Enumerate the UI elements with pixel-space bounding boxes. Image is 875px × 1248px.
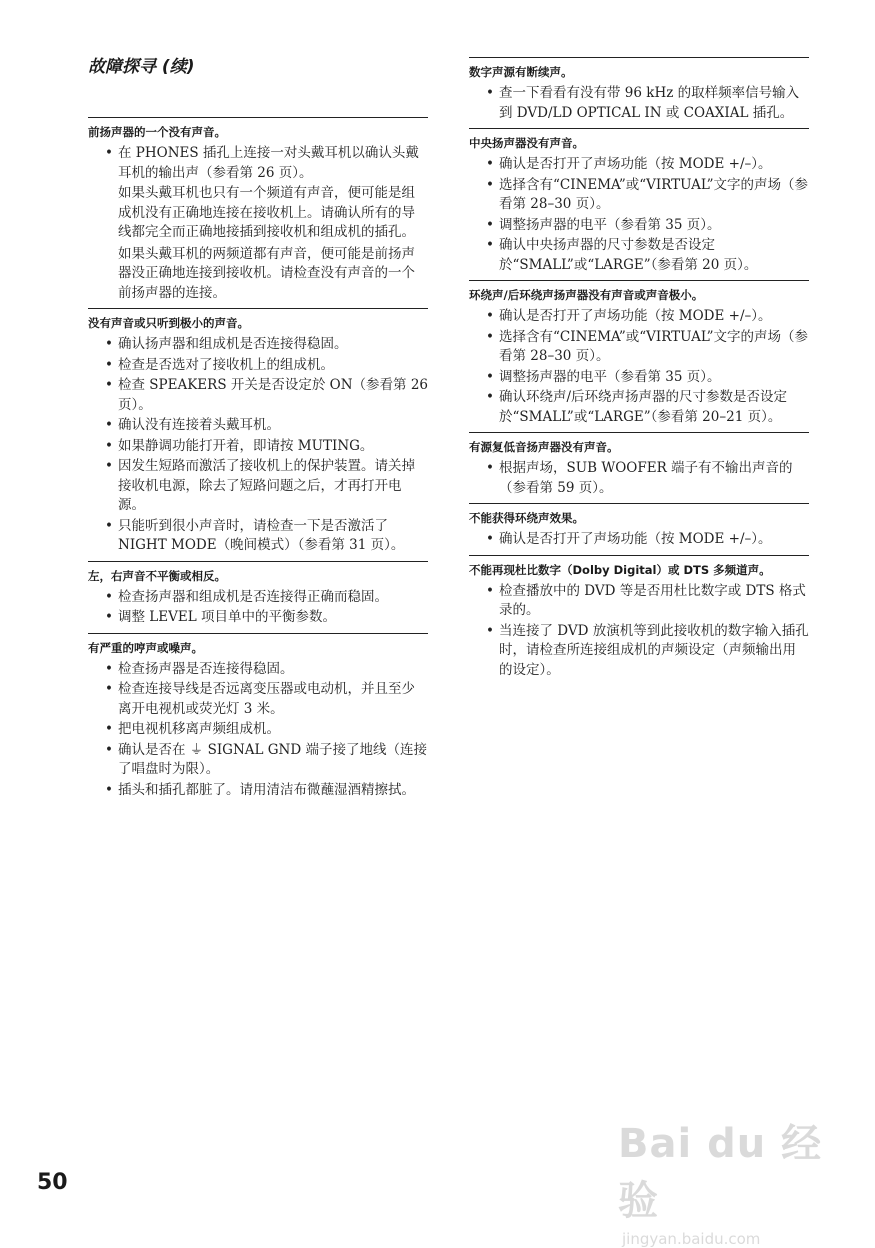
section-heading: 不能获得环绕声效果。 [469, 511, 584, 525]
right-column [469, 57, 809, 685]
section-heading: 前扬声器的一个没有声音。 [88, 125, 226, 139]
bullet-list [88, 588, 428, 628]
note-paragraph: 如果头戴耳机的两频道都有声音，便可能是前扬声器没正确地连接到接收机。请检查没有声音的一个前扬声器的连接。 [118, 245, 415, 301]
bullet-item: • 确认是否打开了声场功能（按 MODE +/–）。 [469, 530, 809, 550]
troubleshooting-section [88, 308, 428, 556]
bullet-item: • 确认环绕声/后环绕声扬声器的尺寸参数是否设定於“SMALL”或“LARGE”（参看第 20–21 页）。 [469, 388, 809, 427]
bullet-item: • 插头和插孔都脏了。请用清洁布微蘸湿酒精擦拭。 [88, 781, 428, 801]
section-heading: 环绕声/后环绕声扬声器没有声音或声音极小。 [469, 288, 704, 302]
section-heading: 中央扬声器没有声音。 [469, 136, 584, 150]
bullet-list [88, 335, 428, 556]
bullet-item: • 调整扬声器的电平（参看第 35 页）。 [469, 368, 809, 388]
bullet-item: • 根据声场，SUB WOOFER 端子有不输出声音的（参看第 59 页）。 [469, 459, 809, 498]
bullet-list [469, 459, 809, 498]
bullet-item: • 检查扬声器是否连接得稳固。 [88, 660, 428, 680]
bullet-list [88, 660, 428, 801]
bullet-item: • 确认没有连接着头戴耳机。 [88, 416, 428, 436]
troubleshooting-section [88, 561, 428, 628]
section-heading: 有严重的哼声或噪声。 [88, 640, 203, 655]
troubleshooting-section [469, 503, 809, 550]
bullet-item: • 选择含有“CINEMA”或“VIRTUAL”文字的声场（参看第 28–30 页）。 [469, 176, 809, 215]
bullet-item: • 确认是否打开了声场功能（按 MODE +/–）。 [469, 307, 809, 327]
page-title: 故障探寻 (续) [88, 57, 195, 77]
bullet-item: • 调整扬声器的电平（参看第 35 页）。 [469, 216, 809, 236]
section-heading: 不能再现杜比数字（Dolby Digital）或 DTS 多频道声。 [469, 562, 771, 577]
bullet-list [469, 84, 809, 123]
bullet-item: • 调整 LEVEL 项目单中的平衡参数。 [88, 608, 428, 628]
bullet-item: • 选择含有“CINEMA”或“VIRTUAL”文字的声场（参看第 28–30 页）。 [469, 328, 809, 367]
troubleshooting-section [469, 128, 809, 275]
bullet-item: • 检查扬声器和组成机是否连接得正确而稳固。 [88, 588, 428, 608]
bullet-item: • 检查 SPEAKERS 开关是否设定於 ON（参看第 26 页）。 [88, 376, 428, 415]
troubleshooting-section [469, 555, 809, 681]
bullet-item: • 查一下看看有没有带 96 kHz 的取样频率信号输入到 DVD/LD OPTICAL IN 或 COAXIAL 插孔。 [469, 84, 809, 123]
bullet-item: • 确认是否打开了声场功能（按 MODE +/–）。 [469, 155, 809, 175]
note-paragraph: 如果头戴耳机也只有一个频道有声音，便可能是组成机没有正确地连接在接收机上。请确认所有的导线都完全而正确地接插到接收机和组成机的插孔。 [118, 185, 415, 240]
bullet-item: • 检查播放中的 DVD 等是否用杜比数字或 DTS 格式录的。 [469, 582, 809, 621]
section-heading: 数字声源有断续声。 [469, 65, 573, 79]
bullet-list [469, 582, 809, 681]
bullet-list [88, 144, 428, 183]
troubleshooting-section [88, 633, 428, 801]
bullet-item: • 在 PHONES 插孔上连接一对头戴耳机以确认头戴耳机的输出声（参看第 26 页）。 [88, 144, 428, 183]
left-column [88, 117, 428, 805]
bullet-item: • 把电视机移离声频组成机。 [88, 720, 428, 740]
watermark-url: jingyan.baidu.com [622, 1230, 761, 1248]
bullet-item: • 只能听到很小声音时，请检查一下是否激活了 NIGHT MODE（晚间模式）（参看第 31 页）。 [88, 517, 428, 556]
bullet-item: • 当连接了 DVD 放演机等到此接收机的数字输入插孔时，请检查所连接组成机的声频设定（声频输出用的设定）。 [469, 622, 809, 681]
troubleshooting-section [469, 57, 809, 123]
bullet-list [469, 530, 809, 550]
bullet-list [469, 307, 809, 427]
section-heading: 左，右声音不平衡或相反。 [88, 568, 226, 583]
section-heading: 有源复低音扬声器没有声音。 [469, 440, 619, 454]
baidu-watermark [618, 1112, 828, 1248]
section-heading: 没有声音或只听到极小的声音。 [88, 316, 249, 330]
bullet-item: • 检查连接导线是否远离变压器或电动机，并且至少离开电视机或荧光灯 3 米。 [88, 680, 428, 719]
troubleshooting-section [469, 432, 809, 498]
bullet-item: • 确认是否在 ⏚ SIGNAL GND 端子接了地线（连接了唱盘时为限）。 [88, 741, 428, 780]
bullet-item: • 确认扬声器和组成机是否连接得稳固。 [88, 335, 428, 355]
bullet-item: • 检查是否选对了接收机上的组成机。 [88, 356, 428, 376]
page-number: 50 [37, 1170, 68, 1195]
bullet-item: • 如果静调功能打开着，即请按 MUTING。 [88, 437, 428, 457]
troubleshooting-section [469, 280, 809, 427]
bullet-item: • 确认中央扬声器的尺寸参数是否设定於“SMALL”或“LARGE”（参看第 20 页）。 [469, 236, 809, 275]
bullet-list [469, 155, 809, 275]
bullet-item: • 因发生短路而激活了接收机上的保护装置。请关掉接收机电源，除去了短路问题之后，才再打开电源。 [88, 457, 428, 516]
watermark-logo: Bai du 经验 [618, 1121, 823, 1224]
troubleshooting-section [88, 117, 428, 303]
